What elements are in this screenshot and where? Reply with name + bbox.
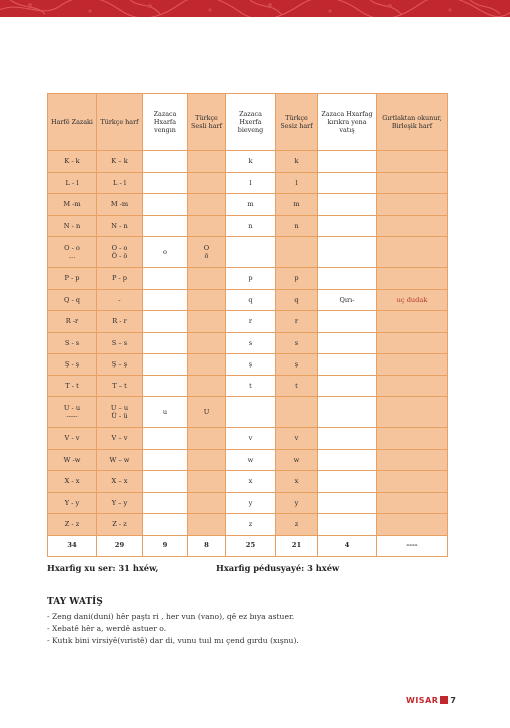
table-row	[48, 449, 448, 471]
table-cell: P - p	[97, 268, 143, 290]
header-cell: Gırtlaktan okunur, Birleşik harf	[377, 94, 448, 151]
table-cell: S - s	[48, 332, 97, 354]
table-cell	[276, 237, 318, 268]
table-cell: Y - y	[48, 492, 97, 514]
table-cell: n	[226, 215, 276, 237]
table-cell	[188, 428, 226, 450]
table-cell	[188, 354, 226, 376]
table-cell	[188, 471, 226, 493]
table-row	[48, 397, 448, 428]
table-cell	[188, 215, 226, 237]
table-cell	[318, 332, 377, 354]
table-row	[48, 514, 448, 536]
table-cell	[188, 268, 226, 290]
table-cell	[188, 194, 226, 216]
table-cell	[318, 492, 377, 514]
table-cell: U – u Ü - ü	[97, 397, 143, 428]
table-cell: t	[276, 375, 318, 397]
header-cell: Türkçe Sesiz harf	[276, 94, 318, 151]
table-cell	[143, 492, 188, 514]
table-cell: O - o Ö - ö	[97, 237, 143, 268]
table-cell: L - l	[97, 172, 143, 194]
table-cell: Q - q	[48, 289, 97, 311]
table-row	[48, 375, 448, 397]
alphabet-table-container	[47, 93, 447, 557]
table-cell	[318, 151, 377, 173]
table-cell: x	[276, 471, 318, 493]
note-line: - Xebatê hêr a, werdê astuer o.	[47, 624, 167, 633]
table-cell	[143, 151, 188, 173]
table-cell: V - v	[48, 428, 97, 450]
table-cell	[377, 151, 448, 173]
table-cell: p	[276, 268, 318, 290]
table-cell	[226, 237, 276, 268]
table-cell: M -m	[97, 194, 143, 216]
table-cell: Z - z	[97, 514, 143, 536]
table-cell: l	[276, 172, 318, 194]
table-cell: W – w	[97, 449, 143, 471]
header-cell: Zazaca Hxarfa vengın	[143, 94, 188, 151]
header-cell: Türkçe harf	[97, 94, 143, 151]
summary-total-letters: Hxarfig xu ser: 31 hxéw,	[47, 563, 159, 573]
table-cell	[276, 397, 318, 428]
table-cell	[143, 215, 188, 237]
table-cell: Y – y	[97, 492, 143, 514]
table-cell: O - o …	[48, 237, 97, 268]
table-cell: Qırı-	[318, 289, 377, 311]
page-footer	[406, 694, 456, 706]
table-cell: M -m	[48, 194, 97, 216]
table-cell	[143, 471, 188, 493]
table-cell	[377, 397, 448, 428]
table-cell: p	[226, 268, 276, 290]
table-cell	[318, 194, 377, 216]
table-cell: v	[276, 428, 318, 450]
table-cell	[377, 237, 448, 268]
table-cell	[377, 428, 448, 450]
table-cell	[143, 332, 188, 354]
table-row	[48, 194, 448, 216]
table-cell: ş	[276, 354, 318, 376]
table-row	[48, 237, 448, 268]
total-cell: 9	[143, 535, 188, 556]
table-cell	[143, 289, 188, 311]
table-cell	[143, 449, 188, 471]
table-cell	[143, 268, 188, 290]
table-cell: N - n	[48, 215, 97, 237]
table-row	[48, 354, 448, 376]
table-cell	[377, 311, 448, 333]
table-cell: N - n	[97, 215, 143, 237]
table-cell: o	[143, 237, 188, 268]
table-cell: n	[276, 215, 318, 237]
total-cell: 4	[318, 535, 377, 556]
table-cell: s	[226, 332, 276, 354]
table-cell	[377, 172, 448, 194]
decorative-banner	[0, 0, 510, 17]
square-icon	[440, 696, 448, 704]
table-cell: R - r	[97, 311, 143, 333]
table-row	[48, 151, 448, 173]
table-cell	[377, 215, 448, 237]
total-cell: 21	[276, 535, 318, 556]
table-body	[48, 151, 448, 536]
alphabet-table	[47, 93, 448, 557]
table-cell	[188, 151, 226, 173]
table-row	[48, 471, 448, 493]
table-cell	[188, 311, 226, 333]
table-cell	[377, 194, 448, 216]
table-cell	[143, 375, 188, 397]
table-cell: W -w	[48, 449, 97, 471]
table-cell: k	[226, 151, 276, 173]
table-cell: l	[226, 172, 276, 194]
table-cell: X - x	[48, 471, 97, 493]
table-row	[48, 428, 448, 450]
table-cell: q	[226, 289, 276, 311]
table-cell: q	[276, 289, 318, 311]
table-cell: ş	[226, 354, 276, 376]
table-cell	[318, 428, 377, 450]
table-cell	[377, 268, 448, 290]
table-row	[48, 332, 448, 354]
table-cell	[377, 332, 448, 354]
table-cell: v	[226, 428, 276, 450]
table-cell: L - l	[48, 172, 97, 194]
footer-brand: WISAR	[406, 695, 439, 705]
table-cell: k	[276, 151, 318, 173]
table-cell	[377, 492, 448, 514]
table-cell	[143, 514, 188, 536]
table-cell	[188, 492, 226, 514]
table-row	[48, 492, 448, 514]
table-cell	[377, 514, 448, 536]
table-cell: P - p	[48, 268, 97, 290]
table-cell: z	[276, 514, 318, 536]
table-cell: r	[226, 311, 276, 333]
table-cell	[318, 215, 377, 237]
table-cell	[318, 268, 377, 290]
table-cell: r	[276, 311, 318, 333]
table-cell	[318, 397, 377, 428]
table-cell: R -r	[48, 311, 97, 333]
note-line: - Kutık bini virsiyê(vıristê) dar di, vunu tuıl mı çend gırdu (xışnu).	[47, 636, 299, 645]
table-cell	[188, 332, 226, 354]
table-cell: Z - z	[48, 514, 97, 536]
total-cell: 29	[97, 535, 143, 556]
table-cell	[188, 172, 226, 194]
table-cell: S – s	[97, 332, 143, 354]
table-cell: z	[226, 514, 276, 536]
table-cell: K – k	[97, 151, 143, 173]
table-cell	[188, 514, 226, 536]
table-cell	[377, 354, 448, 376]
header-cell: Zazaca Hxerfa bieveng	[226, 94, 276, 151]
table-cell: O ö	[188, 237, 226, 268]
table-cell	[318, 375, 377, 397]
summary-compound-letters: Hxarfig pédusyayé: 3 hxéw	[216, 563, 340, 573]
table-cell: T – t	[97, 375, 143, 397]
header-cell: Zazaca Hxarfag kırıkra yena vatış	[318, 94, 377, 151]
table-cell	[377, 449, 448, 471]
table-cell	[318, 172, 377, 194]
table-cell: -	[97, 289, 143, 311]
table-cell	[143, 354, 188, 376]
table-cell	[143, 428, 188, 450]
table-cell	[318, 354, 377, 376]
header-cell: Harfê Zazaki	[48, 94, 97, 151]
table-row	[48, 172, 448, 194]
table-cell: T - t	[48, 375, 97, 397]
table-cell	[188, 375, 226, 397]
table-cell	[318, 449, 377, 471]
table-cell	[188, 449, 226, 471]
table-cell: x	[226, 471, 276, 493]
table-cell: V – v	[97, 428, 143, 450]
table-cell: u	[143, 397, 188, 428]
table-cell: m	[226, 194, 276, 216]
table-cell	[318, 237, 377, 268]
table-cell: uç dudak	[377, 289, 448, 311]
table-cell	[377, 471, 448, 493]
table-row	[48, 215, 448, 237]
table-cell	[188, 289, 226, 311]
header-cell: Türkçe Sesli harf	[188, 94, 226, 151]
table-cell	[377, 375, 448, 397]
table-cell: K - k	[48, 151, 97, 173]
total-cell: 25	[226, 535, 276, 556]
table-cell: m	[276, 194, 318, 216]
ornament-icon	[0, 0, 510, 17]
notes-title: TAY WATİŞ	[47, 597, 103, 607]
table-cell: w	[226, 449, 276, 471]
table-totals-row	[48, 535, 448, 556]
table-row	[48, 311, 448, 333]
table-cell: Ş – ş	[97, 354, 143, 376]
table-cell: Ş - ş	[48, 354, 97, 376]
table-cell	[226, 397, 276, 428]
table-cell: U - u -----	[48, 397, 97, 428]
table-cell: y	[226, 492, 276, 514]
page-number: 7	[450, 695, 456, 705]
note-line: - Zeng dani(duni) hêr paştı ri , her vun (vano), qê ez bıya astuer.	[47, 612, 295, 621]
total-cell: ----	[377, 535, 448, 556]
table-cell: t	[226, 375, 276, 397]
table-header-row	[48, 94, 448, 151]
table-cell	[318, 514, 377, 536]
table-cell	[143, 172, 188, 194]
table-cell	[143, 311, 188, 333]
table-row	[48, 289, 448, 311]
table-cell	[143, 194, 188, 216]
total-cell: 34	[48, 535, 97, 556]
table-cell	[318, 471, 377, 493]
table-cell: U	[188, 397, 226, 428]
table-cell: y	[276, 492, 318, 514]
total-cell: 8	[188, 535, 226, 556]
table-cell: w	[276, 449, 318, 471]
table-cell: X – x	[97, 471, 143, 493]
table-cell	[318, 311, 377, 333]
table-cell: s	[276, 332, 318, 354]
table-row	[48, 268, 448, 290]
